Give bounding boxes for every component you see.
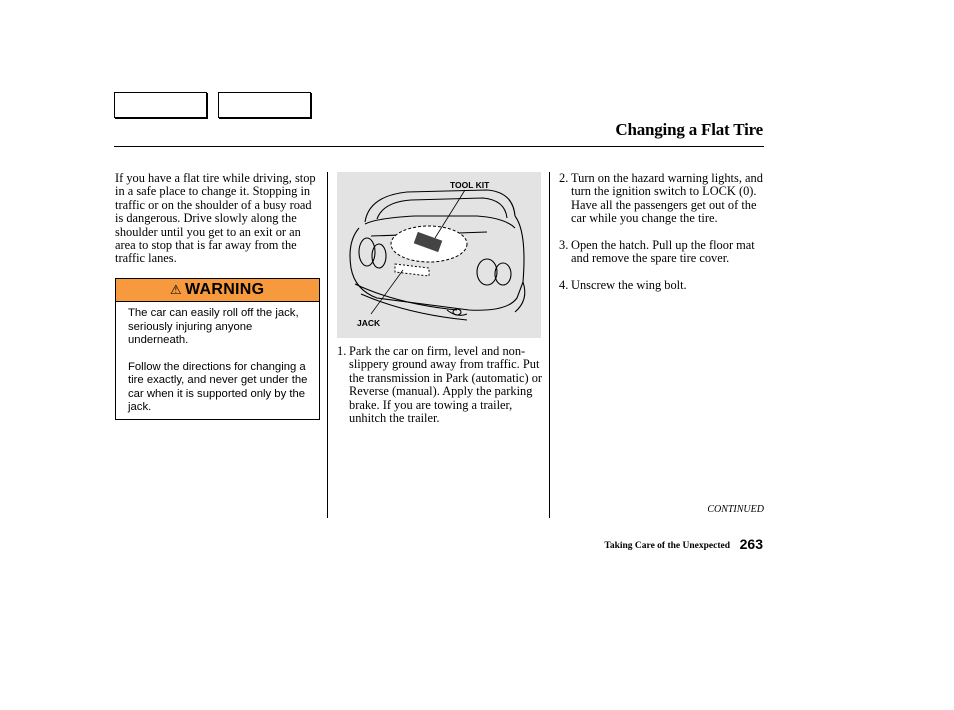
- warning-header: [116, 279, 319, 302]
- warning-body: [116, 302, 319, 415]
- column-divider: [549, 172, 550, 518]
- step-text: Turn on the hazard warning lights, and turn the ignition switch to LOCK (0). Have all the passengers get out of the car while you change the tire.: [571, 171, 763, 226]
- hatch-illustration: [337, 172, 541, 338]
- intro-paragraph: If you have a flat tire while driving, stop in a safe place to change it. Stopping in traffic or on the shoulder of a busy road is dangerous. Drive slowly along the shoulder until you get to an exit or an area to stop that is far away from the traffic lanes.: [115, 171, 316, 266]
- title-rule: [114, 146, 764, 147]
- footer-section-title: Taking Care of the Unexpected: [604, 541, 730, 551]
- page-title: Changing a Flat Tire: [615, 120, 763, 139]
- warning-paragraph: The car can easily roll off the jack, seriously injuring anyone underneath.: [128, 307, 299, 346]
- page-number: 263: [739, 536, 763, 552]
- warning-label: WARNING: [184, 281, 265, 298]
- steps-list: [559, 172, 769, 306]
- continued-label: CONTINUED: [707, 504, 764, 515]
- nav-tab-index[interactable]: [218, 92, 311, 118]
- step-text: Park the car on firm, level and non-slippery ground away from traffic. Put the transmission in Park (automatic) or Reverse (manual). Apply the parking brake. If you are towing a trailer, unhitch the trailer.: [349, 344, 543, 426]
- step-text: Unscrew the wing bolt.: [571, 278, 687, 293]
- step-item: [559, 279, 769, 292]
- warning-triangle-icon: ⚠: [170, 282, 182, 297]
- warning-paragraph: Follow the directions for changing a tire exactly, and never get under the car when it is supported only by the jack.: [128, 360, 308, 413]
- jack-label: JACK: [357, 318, 381, 328]
- car-rear-drawing: [337, 172, 541, 338]
- column-divider: [327, 172, 328, 518]
- tool-kit-label: TOOL KIT: [450, 180, 490, 190]
- step-number: 3.: [559, 238, 569, 253]
- step-number: 2.: [559, 171, 569, 185]
- step-number: 4.: [559, 278, 569, 293]
- step-item: [559, 172, 769, 226]
- step-number: 1.: [337, 344, 347, 358]
- step-text: Open the hatch. Pull up the floor mat and remove the spare tire cover.: [571, 238, 755, 266]
- step-item: [559, 239, 769, 266]
- steps-list: [337, 345, 545, 439]
- step-item: [337, 345, 545, 425]
- warning-box: [115, 278, 320, 420]
- nav-tab-main-menu[interactable]: [114, 92, 207, 118]
